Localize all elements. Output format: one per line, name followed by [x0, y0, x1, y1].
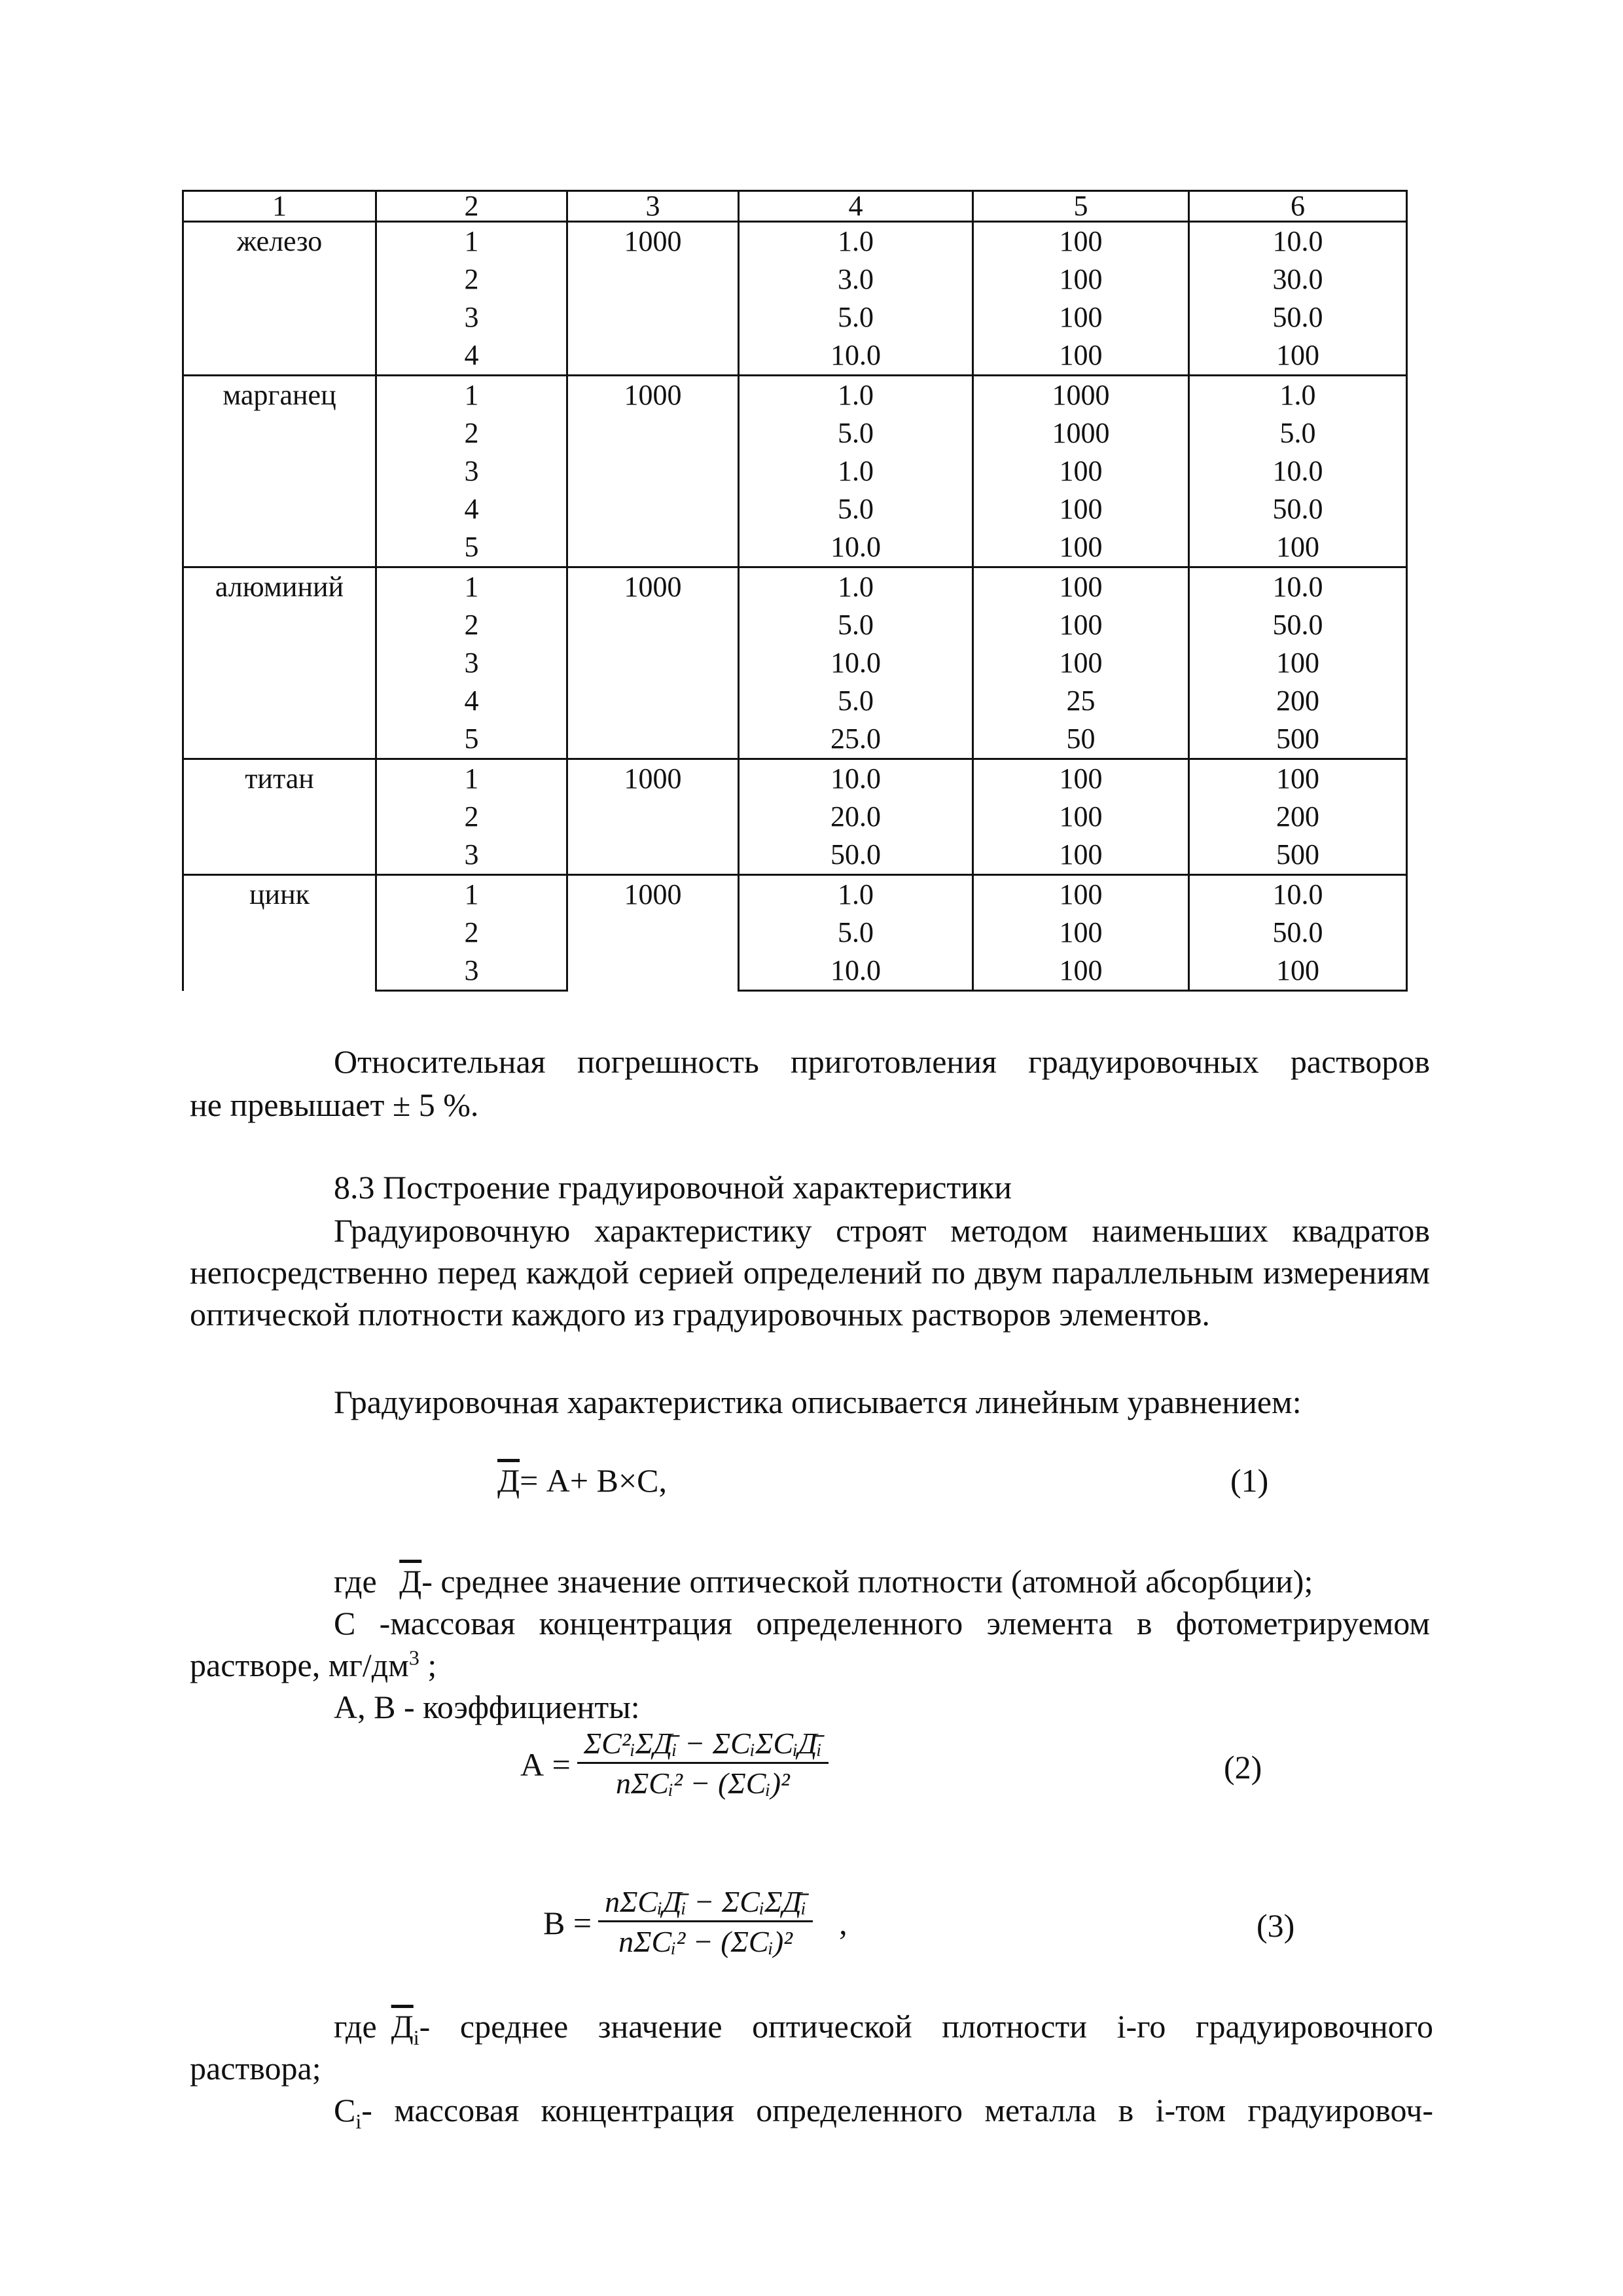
- value-cell: 100: [973, 567, 1189, 607]
- equation-2-fraction: [577, 1725, 829, 1803]
- value-cell: 500: [1189, 720, 1407, 759]
- solution-number-cell: 2: [376, 798, 567, 836]
- value-cell: 5.0: [739, 298, 973, 336]
- solution-number-cell: 2: [376, 414, 567, 452]
- value-cell: 5.0: [739, 606, 973, 644]
- value-cell: 200: [1189, 798, 1407, 836]
- value-cell: 5.0: [1189, 414, 1407, 452]
- solution-number-cell: 3: [376, 298, 567, 336]
- value-cell: 50.0: [1189, 298, 1407, 336]
- solution-number-cell: 3: [376, 452, 567, 490]
- value-cell: 100: [973, 298, 1189, 336]
- table-row: [183, 567, 1407, 607]
- stock-concentration-cell: 1000: [567, 376, 739, 567]
- value-cell: 100: [1189, 528, 1407, 567]
- index-subscript: i: [355, 2109, 362, 2133]
- header-cell: 1: [183, 191, 376, 222]
- stock-concentration-cell: 1000: [567, 759, 739, 875]
- solution-number-cell: 4: [376, 682, 567, 720]
- value-cell: 100: [973, 452, 1189, 490]
- table-body: [183, 222, 1407, 991]
- equation-3-lhs: В =: [543, 1904, 592, 1941]
- solution-number-cell: 1: [376, 567, 567, 607]
- di-symbol: [391, 2005, 419, 2047]
- solution-number-cell: 1: [376, 759, 567, 798]
- equation-2-number: (2): [1224, 1749, 1262, 1785]
- table-row: [183, 222, 1407, 261]
- solution-number-cell: 2: [376, 914, 567, 952]
- error-line-1: Относительная погрешность приготовления градуировочных растворов: [334, 1043, 1430, 1080]
- equation-3: [543, 1884, 847, 1962]
- solution-number-cell: 1: [376, 376, 567, 415]
- value-cell: 1.0: [1189, 376, 1407, 415]
- header-cell: 4: [739, 191, 973, 222]
- value-cell: 10.0: [1189, 875, 1407, 914]
- value-cell: 1.0: [739, 567, 973, 607]
- c-definition-end: ;: [419, 1647, 437, 1683]
- value-cell: 50.0: [1189, 490, 1407, 528]
- table-row: [183, 759, 1407, 798]
- section-heading: 8.3 Построение градуировочной характеристики: [334, 1169, 1012, 1206]
- error-line-2: не превышает ± 5 %.: [190, 1086, 479, 1123]
- value-cell: 100: [973, 914, 1189, 952]
- value-cell: 1.0: [739, 222, 973, 261]
- value-cell: 10.0: [739, 759, 973, 798]
- value-cell: 50: [973, 720, 1189, 759]
- where-label: где: [334, 1563, 377, 1600]
- equation-2-numerator: ΣC²ᵢΣД̄ᵢ − ΣCᵢΣCᵢД̄ᵢ: [577, 1725, 829, 1764]
- table-row: [183, 376, 1407, 415]
- equation-3-fraction: [598, 1884, 813, 1962]
- value-cell: 100: [973, 798, 1189, 836]
- solution-number-cell: 1: [376, 222, 567, 261]
- stock-concentration-cell: 1000: [567, 875, 739, 991]
- value-cell: 10.0: [1189, 222, 1407, 261]
- ci-symbol: [334, 2089, 361, 2131]
- d-mean-symbol: Д: [391, 2008, 414, 2045]
- where-label: где: [334, 2008, 377, 2045]
- element-name-cell: железо: [183, 222, 376, 376]
- header-cell: 6: [1189, 191, 1407, 222]
- value-cell: 10.0: [1189, 452, 1407, 490]
- value-cell: 50.0: [1189, 606, 1407, 644]
- value-cell: 100: [973, 222, 1189, 261]
- value-cell: 25: [973, 682, 1189, 720]
- element-name-cell: марганец: [183, 376, 376, 567]
- solution-number-cell: 4: [376, 490, 567, 528]
- where-di-description: - среднее значение оптической плотности i-го градуировочного: [419, 2008, 1433, 2045]
- value-cell: 100: [973, 952, 1189, 991]
- value-cell: 500: [1189, 836, 1407, 875]
- value-cell: 3.0: [739, 260, 973, 298]
- c-definition-units: растворе, мг/дм: [190, 1647, 409, 1683]
- element-name-cell: алюминий: [183, 567, 376, 759]
- value-cell: 5.0: [739, 914, 973, 952]
- c-definition-line-2: [190, 1644, 844, 1686]
- value-cell: 25.0: [739, 720, 973, 759]
- value-cell: 5.0: [739, 414, 973, 452]
- where-di-line-2: раствора;: [190, 2050, 321, 2087]
- value-cell: 20.0: [739, 798, 973, 836]
- value-cell: 100: [973, 606, 1189, 644]
- value-cell: 30.0: [1189, 260, 1407, 298]
- solution-number-cell: 3: [376, 952, 567, 991]
- solution-number-cell: 3: [376, 836, 567, 875]
- value-cell: 100: [1189, 952, 1407, 991]
- equation-2: [520, 1725, 829, 1803]
- value-cell: 1000: [973, 376, 1189, 415]
- stock-concentration-cell: 1000: [567, 222, 739, 376]
- linear-equation-intro: Градуировочная характеристика описывается линейным уравнением:: [334, 1384, 1302, 1420]
- value-cell: 100: [973, 759, 1189, 798]
- c-definition-line-1: С -массовая концентрация определенного элемента в фотометрируемом: [334, 1605, 1430, 1641]
- value-cell: 100: [973, 490, 1189, 528]
- value-cell: 100: [973, 875, 1189, 914]
- value-cell: 100: [1189, 644, 1407, 682]
- value-cell: 10.0: [1189, 567, 1407, 607]
- element-name-cell: титан: [183, 759, 376, 875]
- value-cell: 1.0: [739, 875, 973, 914]
- solution-number-cell: 2: [376, 606, 567, 644]
- value-cell: 10.0: [739, 528, 973, 567]
- header-cell: 5: [973, 191, 1189, 222]
- table-row: [183, 875, 1407, 914]
- value-cell: 100: [973, 336, 1189, 376]
- coefficients-line: А, В - коэффициенты:: [334, 1689, 640, 1725]
- value-cell: 100: [973, 644, 1189, 682]
- value-cell: 100: [1189, 759, 1407, 798]
- equation-2-lhs: А =: [520, 1746, 571, 1783]
- value-cell: 100: [973, 260, 1189, 298]
- d-mean-symbol: Д: [497, 1462, 520, 1499]
- calibration-solutions-table: [182, 190, 1408, 992]
- value-cell: 100: [973, 836, 1189, 875]
- value-cell: 50.0: [1189, 914, 1407, 952]
- ci-description: - массовая концентрация определенного металла в i-том градуировоч-: [361, 2092, 1433, 2128]
- value-cell: 50.0: [739, 836, 973, 875]
- value-cell: 1.0: [739, 452, 973, 490]
- solution-number-cell: 5: [376, 528, 567, 567]
- d-mean-symbol: Д: [399, 1563, 422, 1600]
- value-cell: 1000: [973, 414, 1189, 452]
- value-cell: 10.0: [739, 952, 973, 991]
- equation-2-denominator: nΣCᵢ² − (ΣCᵢ)²: [615, 1767, 790, 1800]
- where-di-line: [334, 2005, 1433, 2047]
- value-cell: 200: [1189, 682, 1407, 720]
- equation-3-numerator: nΣCᵢД̄ᵢ − ΣCᵢΣД̄ᵢ: [598, 1884, 813, 1922]
- header-cell: 2: [376, 191, 567, 222]
- value-cell: 1.0: [739, 376, 973, 415]
- method-paragraph: Градуировочную характеристику строят методом наименьших квадратов непосредственно перед каждой серией определений по двум параллельным измерениям оптической плотности каждого из градуировочных растворов элементов.: [190, 1212, 1430, 1333]
- value-cell: 10.0: [739, 644, 973, 682]
- value-cell: 5.0: [739, 682, 973, 720]
- where-d-description: - среднее значение оптической плотности (атомной абсорбции);: [421, 1563, 1313, 1600]
- where-d-line: [334, 1560, 1446, 1602]
- solution-number-cell: 3: [376, 644, 567, 682]
- ci-definition-line: [334, 2089, 1433, 2131]
- equation-3-comma: ,: [839, 1904, 847, 1941]
- units-exponent: 3: [408, 1645, 419, 1670]
- value-cell: 100: [1189, 336, 1407, 376]
- equation-1: [497, 1460, 955, 1501]
- solution-number-cell: 2: [376, 260, 567, 298]
- index-subscript: i: [413, 2026, 419, 2049]
- value-cell: 10.0: [739, 336, 973, 376]
- header-cell: 3: [567, 191, 739, 222]
- equation-3-denominator: nΣCᵢ² − (ΣCᵢ)²: [618, 1925, 793, 1958]
- value-cell: 5.0: [739, 490, 973, 528]
- element-name-cell: цинк: [183, 875, 376, 991]
- solution-number-cell: 5: [376, 720, 567, 759]
- table-header-row: [183, 191, 1407, 222]
- equation-3-number: (3): [1257, 1907, 1295, 1944]
- stock-concentration-cell: 1000: [567, 567, 739, 759]
- equation-1-body: = А+ В×С,: [520, 1462, 668, 1499]
- value-cell: 100: [973, 528, 1189, 567]
- solution-number-cell: 1: [376, 875, 567, 914]
- solution-number-cell: 4: [376, 336, 567, 376]
- c-symbol: С: [334, 2092, 356, 2128]
- equation-1-number: (1): [1230, 1462, 1269, 1499]
